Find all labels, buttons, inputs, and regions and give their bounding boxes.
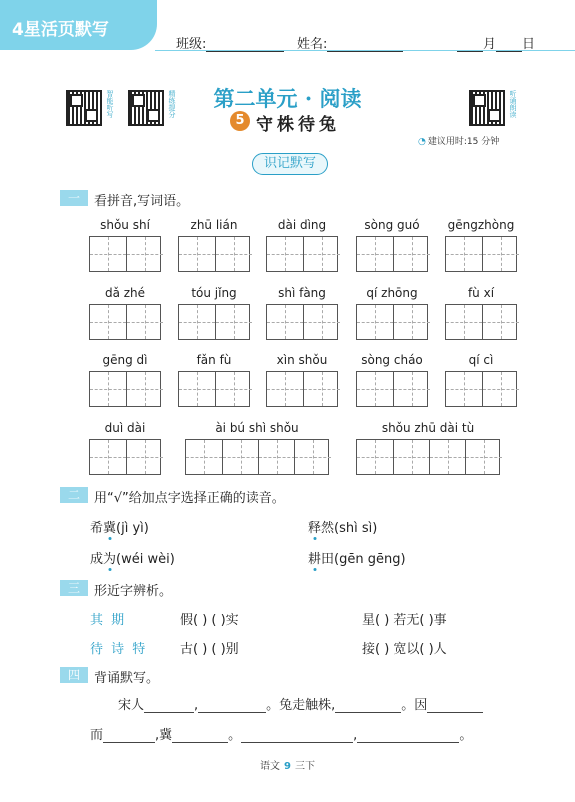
recite-blank[interactable] <box>103 730 155 743</box>
char-blanks[interactable]: 星( ) 若无( )事 <box>362 613 447 628</box>
pinyin-label: ài bú shì shǒu <box>215 421 299 435</box>
grid-cell[interactable] <box>294 440 331 474</box>
writing-grid[interactable] <box>356 304 428 340</box>
question-number: 四 <box>60 667 88 683</box>
recite-line-1: 宋人 , 。兔走触株, 。因 <box>118 694 483 713</box>
recite-blank[interactable] <box>357 730 459 743</box>
pinyin-label: xìn shǒu <box>276 353 328 367</box>
char-group: 其 期 <box>90 613 127 628</box>
writing-grid[interactable] <box>356 371 428 407</box>
question-number: 三 <box>60 580 88 596</box>
recite-blank[interactable] <box>198 700 266 713</box>
grid-cell[interactable] <box>393 237 430 271</box>
class-blank[interactable] <box>206 39 284 52</box>
grid-cell[interactable] <box>357 237 393 271</box>
writing-grid[interactable] <box>89 304 161 340</box>
grid-cell[interactable] <box>357 440 393 474</box>
dotted-char: 耕 <box>308 552 322 567</box>
pinyin-label: zhū lián <box>190 218 238 232</box>
grid-cell[interactable] <box>303 372 340 406</box>
recite-blank[interactable] <box>241 730 353 743</box>
writing-grid[interactable] <box>89 371 161 407</box>
grid-cell[interactable] <box>446 372 482 406</box>
grid-cell[interactable] <box>482 372 519 406</box>
writing-grid[interactable] <box>89 439 161 475</box>
recite-blank[interactable] <box>144 700 194 713</box>
grid-cell[interactable] <box>446 305 482 339</box>
question-number: 一 <box>60 190 88 206</box>
grid-cell[interactable] <box>215 372 252 406</box>
pinyin-label: gēngzhòng <box>447 218 515 232</box>
pinyin-label: sòng guó <box>364 218 420 232</box>
grid-cell[interactable] <box>90 237 126 271</box>
grid-cell[interactable] <box>357 305 393 339</box>
char-blanks[interactable]: 古( ) ( )别 <box>180 642 239 657</box>
reading-item: 释然(shì sì) <box>308 521 378 536</box>
lesson-number-badge: 5 <box>230 111 250 131</box>
grid-cell[interactable] <box>126 305 163 339</box>
grid-cell[interactable] <box>215 305 252 339</box>
grid-cell[interactable] <box>186 440 222 474</box>
pinyin-label: shǒu zhū dài tù <box>381 421 475 435</box>
writing-grid[interactable] <box>89 236 161 272</box>
month-blank[interactable] <box>457 39 483 52</box>
page-footer: 语文 9 三下 <box>260 761 315 772</box>
grid-cell[interactable] <box>482 305 519 339</box>
qr-label: 精练提分 <box>168 90 176 118</box>
grid-cell[interactable] <box>357 372 393 406</box>
writing-grid[interactable] <box>178 236 250 272</box>
char-blanks[interactable]: 假( ) ( )实 <box>180 613 239 628</box>
pinyin-label: dǎ zhé <box>104 286 146 300</box>
grid-cell[interactable] <box>179 372 215 406</box>
name-field: 姓名: <box>297 33 403 52</box>
pinyin-label: dài dìng <box>277 218 327 232</box>
grid-cell[interactable] <box>482 237 519 271</box>
dotted-char: 释 <box>308 521 322 536</box>
qr-label: 智能听写 <box>106 90 114 118</box>
grid-cell[interactable] <box>90 440 126 474</box>
pinyin-label: gēng dì <box>102 353 148 367</box>
grid-cell[interactable] <box>303 305 340 339</box>
page-number: 9 <box>284 761 291 772</box>
recite-blank[interactable] <box>335 700 401 713</box>
grid-cell[interactable] <box>215 237 252 271</box>
unit-title: 第二单元 · 阅读 <box>213 86 362 111</box>
qr-label: 听诵朗读 <box>509 90 517 118</box>
date-field: 月 日 <box>457 33 535 52</box>
writing-grid[interactable] <box>178 304 250 340</box>
grid-cell[interactable] <box>267 305 303 339</box>
grid-cell[interactable] <box>179 237 215 271</box>
class-field: 班级: <box>176 33 284 52</box>
writing-grid[interactable] <box>356 236 428 272</box>
recite-blank[interactable] <box>427 700 483 713</box>
writing-grid[interactable] <box>445 304 517 340</box>
brand-title: 4星活页默写 <box>12 20 109 40</box>
grid-cell[interactable] <box>126 237 163 271</box>
day-blank[interactable] <box>496 39 522 52</box>
pinyin-label: shǒu shí <box>100 218 150 232</box>
recite-blank[interactable] <box>172 730 228 743</box>
pinyin-label: duì dài <box>104 421 146 435</box>
writing-grid[interactable] <box>266 304 338 340</box>
lesson-title: 守株待兔 <box>256 115 340 135</box>
grid-cell[interactable] <box>393 372 430 406</box>
grid-cell[interactable] <box>393 305 430 339</box>
pinyin-label: qí zhōng <box>366 286 418 300</box>
grid-cell[interactable] <box>267 237 303 271</box>
section-badge: 识记默写 <box>252 153 328 175</box>
grid-cell[interactable] <box>393 440 430 474</box>
name-blank[interactable] <box>327 39 403 52</box>
writing-grid[interactable] <box>266 371 338 407</box>
pinyin-label: fù xí <box>467 286 495 300</box>
clock-icon: ◔ <box>418 137 426 147</box>
writing-grid[interactable] <box>356 439 500 475</box>
suggested-time: ◔ 建议用时:15 分钟 <box>418 137 500 147</box>
pinyin-label: qí cì <box>468 353 494 367</box>
char-blanks[interactable]: 接( ) 宽以( )人 <box>362 642 447 657</box>
dotted-char: 为 <box>103 552 117 567</box>
reading-item: 耕田(gēn gēng) <box>308 552 406 567</box>
question-text: 用“√”给加点字选择正确的读音。 <box>94 491 285 506</box>
grid-cell[interactable] <box>90 305 126 339</box>
recite-line-2: 而 ,冀 。 , 。 <box>90 728 473 743</box>
grid-cell[interactable] <box>90 372 126 406</box>
question-text: 看拼音,写词语。 <box>94 194 190 209</box>
writing-grid[interactable] <box>266 236 338 272</box>
writing-grid[interactable] <box>185 439 329 475</box>
question-text: 背诵默写。 <box>94 671 160 686</box>
grid-cell[interactable] <box>258 440 295 474</box>
question-number: 二 <box>60 487 88 503</box>
pinyin-label: shì fàng <box>278 286 326 300</box>
pinyin-label: tóu jǐng <box>191 286 237 300</box>
writing-grid[interactable] <box>178 371 250 407</box>
grid-cell[interactable] <box>446 237 482 271</box>
grid-cell[interactable] <box>267 372 303 406</box>
char-group: 待 诗 特 <box>90 642 148 657</box>
writing-grid[interactable] <box>445 236 517 272</box>
writing-grid[interactable] <box>445 371 517 407</box>
grid-cell[interactable] <box>465 440 502 474</box>
dotted-char: 冀 <box>103 521 117 536</box>
pinyin-label: fǎn fù <box>196 353 232 367</box>
grid-cell[interactable] <box>126 372 163 406</box>
grid-cell[interactable] <box>126 440 163 474</box>
grid-cell[interactable] <box>429 440 466 474</box>
grid-cell[interactable] <box>222 440 259 474</box>
grid-cell[interactable] <box>179 305 215 339</box>
reading-item: 希冀(jì yì) <box>90 521 149 536</box>
reading-item: 成为(wéi wèi) <box>90 552 175 567</box>
pinyin-label: sòng cháo <box>361 353 423 367</box>
grid-cell[interactable] <box>303 237 340 271</box>
question-text: 形近字辨析。 <box>94 584 173 599</box>
